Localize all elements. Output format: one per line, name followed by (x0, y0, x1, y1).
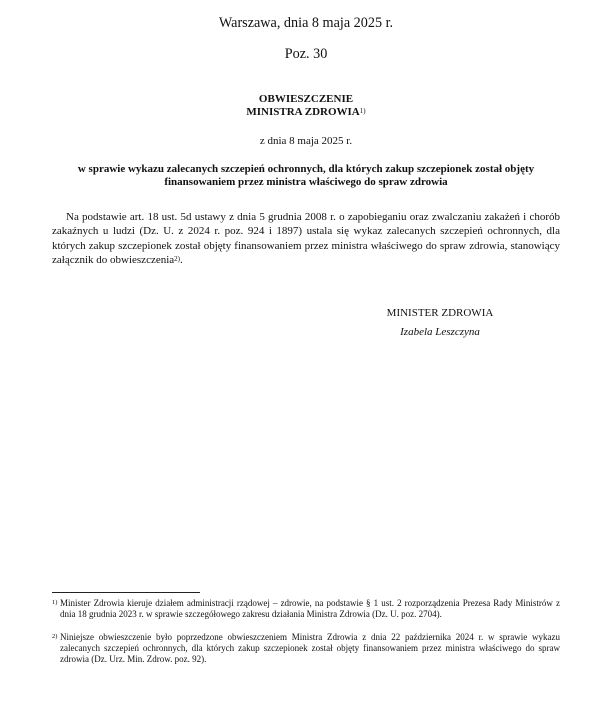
footnote-text: Minister Zdrowia kieruje działem administracji rządowej – zdrowie, na podstawie § 1 ust. 2 rozporządzenia Prezesa Rady Ministrów z dnia 18 grudnia 2023 r. w sprawie szczegółowego zakresu działania Ministra Zdrowia (Dz. U. poz. 2704). (60, 598, 560, 620)
footnote-text: Niniejsze obwieszczenie było poprzedzone obwieszczeniem Ministra Zdrowia z dnia 22 października 2024 r. w sprawie wykazu zalecanych szczepień ochronnych, dla których zakup szczepionek został objęty finansowaniem przez ministra właściwego do spraw zdrowia (Dz. Urz. Min. Zdrow. poz. 92). (60, 632, 560, 665)
body-paragraph (52, 210, 560, 268)
document-subject: w sprawie wykazu zalecanych szczepień ochronnych, dla których zakup szczepionek został objęty finansowaniem przez ministra właściwego do spraw zdrowia (77, 163, 535, 188)
footnote-ref-1: 1) (359, 107, 366, 115)
issued-date: z dnia 8 maja 2025 r. (259, 135, 353, 147)
body-end: . (180, 254, 183, 267)
footnote-1 (52, 598, 560, 620)
issuer-name: MINISTRA ZDROWIA (246, 106, 360, 118)
footnote-divider (52, 592, 200, 593)
footnote-ref-2: 2) (174, 255, 180, 264)
document-title-line1: OBWIESZCZENIE (258, 93, 354, 105)
footnote-number: 2) (52, 633, 58, 640)
signature-title: MINISTER ZDROWIA (386, 307, 494, 319)
signature-name: Izabela Leszczyna (400, 326, 480, 338)
document-title-line2 (0, 106, 612, 119)
header-place-date: Warszawa, dnia 8 maja 2025 r. (218, 15, 394, 31)
footnote-2 (52, 632, 560, 666)
header-position: Poz. 30 (284, 46, 328, 62)
body-text: Na podstawie art. 18 ust. 5d ustawy z dnia 5 grudnia 2008 r. o zapobieganiu oraz zwalczaniu zakażeń i chorób zakaźnych u ludzi (Dz. U. z 2024 r. poz. 924 i 1897) ustala się wykaz zalecanych szczepień ochronnych, dla których zakup szczepionek został objęty finansowaniem przez ministra właściwego do spraw zdrowia, stanowiący załącznik do obwieszczenia (52, 211, 560, 267)
footnote-number: 1) (52, 599, 58, 606)
